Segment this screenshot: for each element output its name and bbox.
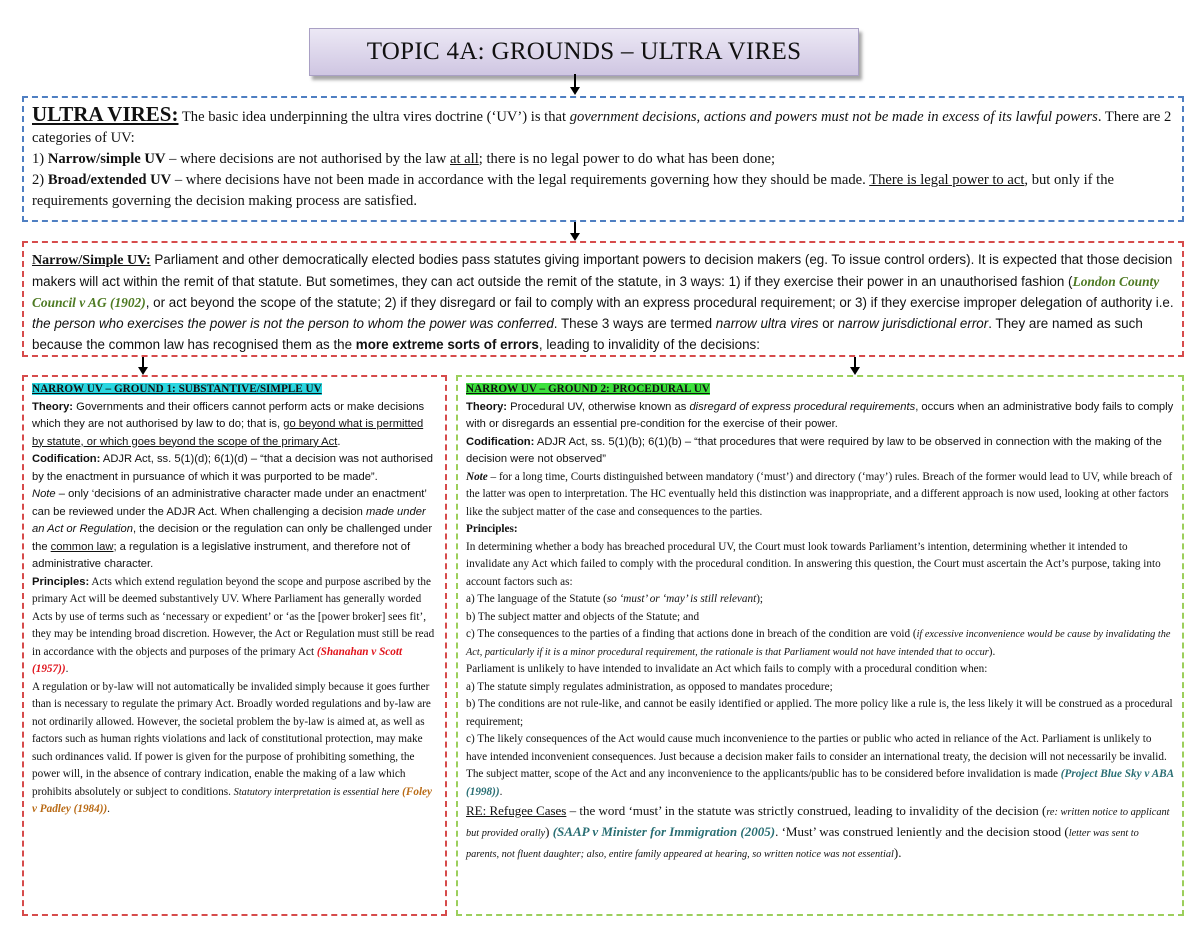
unlikely-intro: Parliament is unlikely to have intended to invalidate an Act which fails to comply with a procedural condition when: xyxy=(466,663,988,675)
page-title: TOPIC 4A: GROUNDS – ULTRA VIRES xyxy=(309,28,859,76)
case-citation: (Foley v Padley (1984)) xyxy=(32,785,432,815)
case-citation: (Shanahan v Scott (1957)) xyxy=(32,645,403,675)
ground-1-theory: Theory: Governments and their officers cannot perform acts or make decisions which they are not authorised by law to do; that is, go beyond what is permitted by statute, or which goes beyond the scope of the primary Act. xyxy=(32,400,425,448)
ground-2-box xyxy=(456,375,1184,916)
ground-1-paragraph: A regulation or by-law will not automatically be invalided simply because it goes further than is necessary to regulate the primary Act. Broadly worded regulations and by-law are not ordinarily allowed. However, the societal problem the by-law is aimed at, as well as factors such as human rights violations and lack of constitutional protection, may make such ordinances valid. If power is given for the purpose of prohibiting something, the power will, in the absence of contrary indication, enable the making of a law which prohibits absolutely or subject to conditions. Statutory interpretation is essential here (Foley v Padley (1984)). xyxy=(32,680,432,815)
factor-a: a) The language of the Statute (so ‘must’ or ‘may’ is still relevant); xyxy=(466,593,764,605)
ground-2-principles: In determining whether a body has breached procedural UV, the Court must look towards Parliament’s intention, determining whether it intended to invalidate any Act which failed to comply with the procedural condition. In answering this question, the Court must ascertain the Act’s purpose, taking into account factors such as: xyxy=(466,540,1161,588)
ground-2-theory: Theory: Procedural UV, otherwise known as disregard of express procedural requirements, occurs when an administrative body fails to comply with or disregards an essential pre-condition for the exercise of their power. xyxy=(466,400,1174,430)
category-1: 1) Narrow/simple UV – where decisions are not authorised by the law at all; there is no legal power to do what has been done; xyxy=(32,151,776,167)
ground-1-box xyxy=(22,375,447,916)
narrow-uv-box: Narrow/Simple UV: Parliament and other democratically elected bodies pass statutes giving important powers to decision makers (eg. To issue control orders). It is expected that those decision makers will act within the remit of that statute. But sometimes, they can act outside the remit of the statute, in 3 ways: 1) if they exercise their power in an unauthorised fashion (London County Council v AG (1902), or act beyond the scope of the statute; 2) if they disregard or fail to comply with an express procedural requirement; or 3) if they exercise improper delegation of authority i.e. the person who exercises the power is not the person to whom the power was conferred. These 3 ways are termed narrow ultra vires or narrow jurisdictional error. They are named as such because the common law has recognised them as the more extreme sorts of errors, leading to invalidity of the decisions: xyxy=(22,241,1184,357)
factor-b: b) The subject matter and objects of the Statute; and xyxy=(466,610,700,623)
factor-c: c) The consequences to the parties of a finding that actions done in breach of the condition are void (if excessive inconvenience would be cause by invalidating the Act, particularly if it is a minor procedural requirement, the rationale is that Parliament would not have intended that to occur). xyxy=(466,628,1171,658)
refugee-cases: RE: Refugee Cases – the word ‘must’ in the statute was strictly construed, leading to invalidity of the decision (re: written notice to applicant but provided orally) (SAAP v Minister for Immigration (2005). ‘Must’ was construed leniently and the decision stood (letter was sent to parents, not fluent daughter; also, entire family appeared at hearing, so written notice was not essential). xyxy=(466,803,1170,860)
ground-1-codification: Codification: ADJR Act, ss. 5(1)(d); 6(1)(d) – “that a decision was not authorised by the enactment in pursuance of which it was purported to be made”. xyxy=(32,453,434,483)
case-citation: (Project Blue Sky v ABA (1998)) xyxy=(466,768,1174,798)
case-citation: London County Council v AG (1902) xyxy=(32,274,1160,310)
unlikely-a: a) The statute simply regulates administration, as opposed to mandates procedure; xyxy=(466,680,833,693)
ground-1-heading: NARROW UV – GROUND 1: SUBSTANTIVE/SIMPLE UV xyxy=(32,383,322,395)
ground-1-note: Note – only ‘decisions of an administrative character made under an enactment’ can be reviewed under the ADJR Act. When challenging a decision made under an Act or Regulation, the decision or the regulation can only be challenged under the common law; a regulation is a legislative instrument, and therefore not of administrative character. xyxy=(32,488,433,570)
ground-2-principles-label: Principles: xyxy=(466,523,518,535)
narrow-uv-heading: Narrow/Simple UV: xyxy=(32,253,151,268)
ground-2-heading: NARROW UV – GROUND 2: PROCEDURAL UV xyxy=(466,383,710,395)
unlikely-c: c) The likely consequences of the Act would cause much inconvenience to the parties or public who acted in reliance of the Act. Parliament is unlikely to have intended inconvenient consequences. Just because a decision maker fails to consider an international treaty, the decision will not necessarily be invalid. The subject matter, scope of the Act and any inconvenience to the applicants/public has to be considered before invalidation is made (Project Blue Sky v ABA (1998)). xyxy=(466,733,1174,798)
case-citation: (SAAP v Minister for Immigration (2005) xyxy=(552,824,776,839)
ground-1-principles: Principles: Acts which extend regulation beyond the scope and purpose ascribed by the primary Act will be deemed substantively UV. Where Parliament has generally worded Acts by use of terms such as ‘necessary or expedient’ or ‘as the [power broker] sees fit’, they may be intending broad discretion. However, the Act or Regulation must still be read in accordance with the objects and purposes of the primary Act (Shanahan v Scott (1957)). xyxy=(32,575,435,675)
category-2: 2) Broad/extended UV – where decisions have not been made in accordance with the legal requirements governing how they should be made. There is legal power to act, but only if the requirements governing the decision making process are satisfied. xyxy=(32,172,1114,209)
ultra-vires-heading: ULTRA VIRES: xyxy=(32,102,179,126)
unlikely-b: b) The conditions are not rule-like, and cannot be easily identified or applied. The more policy like a rule is, the less likely it will be construed as a procedural requirement; xyxy=(466,698,1173,728)
ground-2-codification: Codification: ADJR Act, ss. 5(1)(b); 6(1)(b) – “that procedures that were required by law to be observed in connection with the making of the decision were not observed” xyxy=(466,435,1162,465)
ground-2-note: Note – for a long time, Courts distinguished between mandatory (‘must’) and directory (‘may’) rules. Breach of the former would lead to UV, while breach of the latter was open to interpretation. The HC eventually held this distinction was inappropriate, and a different approach is now used, looking at other factors like the subject matter of the case and consequences to the parties. xyxy=(466,470,1173,518)
ultra-vires-box: ULTRA VIRES: The basic idea underpinning the ultra vires doctrine (‘UV’) is that government decisions, actions and powers must not be made in excess of its lawful powers. There are 2 categories of UV: 1) Narrow/simple UV – where decisions are not authorised by the law at all; there is no legal power to do what has been done; 2) Broad/extended UV – where decisions have not been made in accordance with the legal requirements governing how they should be made. There is legal power to act, but only if the requirements governing the decision making process are satisfied. xyxy=(22,96,1184,222)
